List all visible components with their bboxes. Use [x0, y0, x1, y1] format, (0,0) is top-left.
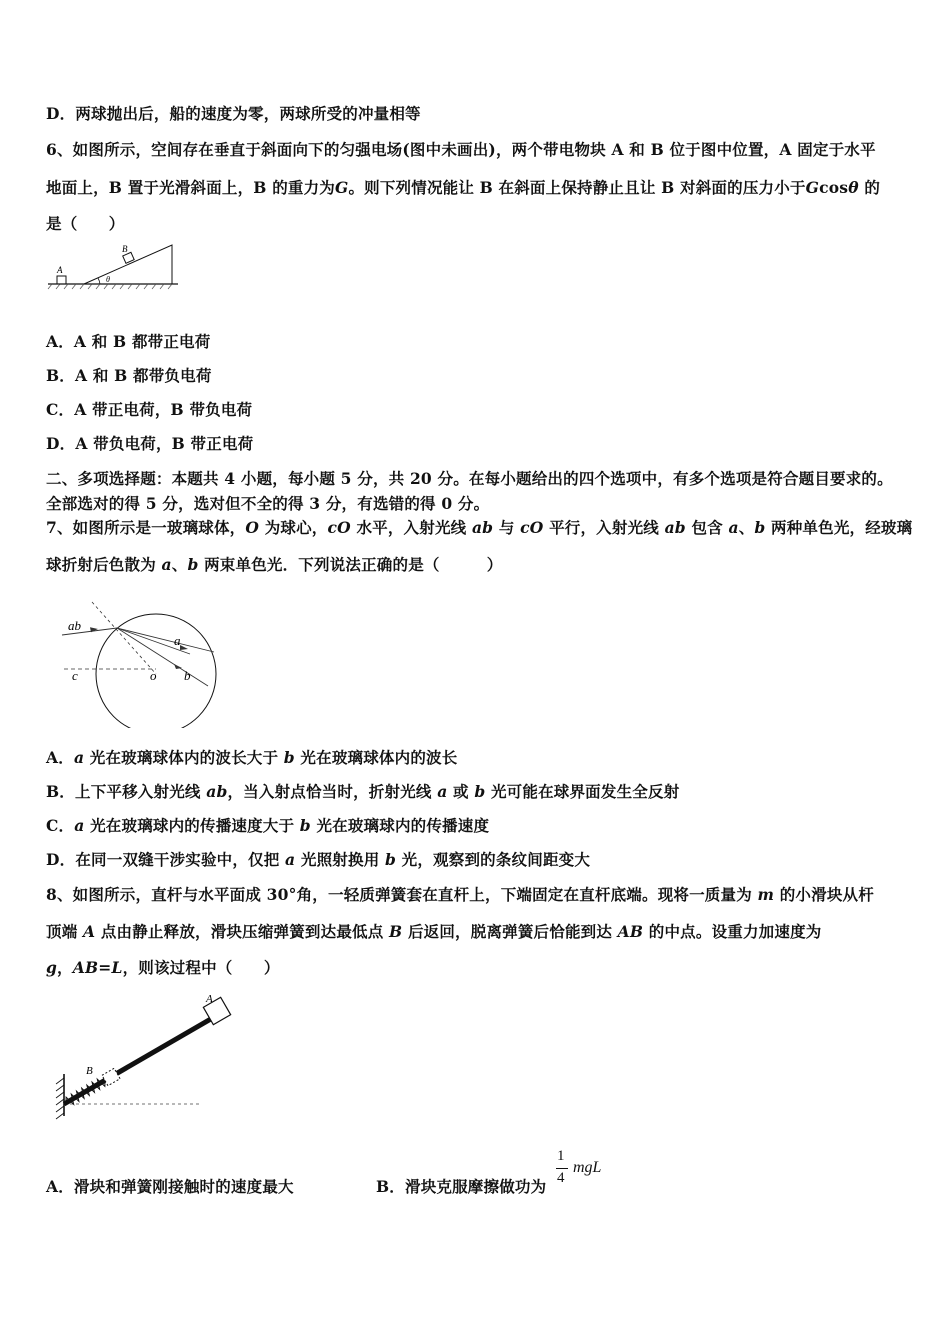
q8-stem-line1: 8、如图所示，直杆与水平面成 30°角，一轻质弹簧套在直杆上，下端固定在直杆底端。现将一质量为 m 的小滑块从杆: [46, 885, 874, 904]
normal-line: [92, 602, 156, 674]
q7-option-d: D．在同一双缝干涉实验中，仅把 a 光照射换用 b 光，观察到的条纹间距变大: [46, 850, 591, 869]
label-o: o: [150, 668, 157, 683]
label-a: A: [57, 265, 63, 275]
q6-stem-line2: 地面上，B 置于光滑斜面上，B 的重力为G。则下列情况能让 B 在斜面上保持静止且让 B 对斜面的压力小于Gcosθ 的: [46, 178, 881, 197]
ray-a: [117, 628, 214, 652]
q6-option-c: C．A 带正电荷，B 带负电荷: [46, 400, 253, 419]
frac-expression: mgL: [573, 1159, 602, 1176]
q6-stem-line3: 是（ ）: [46, 214, 125, 233]
frac-bar: [556, 1168, 568, 1169]
label-c: c: [72, 668, 78, 683]
q7-stem-line2: 球折射后色散为 a、b 两束单色光．下列说法正确的是（ ）: [46, 555, 503, 574]
q6-option-b: B．A 和 B 都带负电荷: [46, 366, 212, 385]
q6-option-d: D．A 带负电荷，B 带正电荷: [46, 434, 254, 453]
label-b: b: [184, 668, 191, 683]
rod: [64, 1016, 216, 1104]
q8-stem-line3: g，AB=L，则该过程中（ ）: [46, 958, 280, 977]
q8-stem-line2: 顶端 A 点由静止释放，滑块压缩弹簧到达最低点 B 后返回，脱离弹簧后恰能到达 AB 的中点。设重力加速度为: [46, 922, 822, 941]
frac-denominator: 4: [557, 1170, 565, 1186]
q7-option-a: A．a 光在玻璃球体内的波长大于 b 光在玻璃球体内的波长: [46, 748, 458, 767]
label-b: B: [122, 244, 128, 254]
frac-numerator: 1: [557, 1148, 565, 1164]
q8-option-b: B．滑块克服摩擦做功为: [376, 1177, 547, 1196]
q8-option-a: A．滑块和弹簧刚接触时的速度最大: [46, 1177, 294, 1196]
section-heading-line1: 二、多项选择题：本题共 4 小题，每小题 5 分，共 20 分。在每小题给出的四个选项中，有多个选项是符合题目要求的。: [46, 469, 893, 488]
q7-option-b: B．上下平移入射光线 ab，当入射点恰当时，折射光线 a 或 b 光可能在球界面发生全反射: [46, 782, 680, 801]
glass-sphere-figure: [60, 598, 230, 728]
q5-option-d: D．两球抛出后，船的速度为零，两球所受的冲量相等: [46, 104, 421, 123]
label-a: A: [206, 993, 213, 1005]
q6-option-a: A．A 和 B 都带正电荷: [46, 332, 211, 351]
q7-option-c: C．a 光在玻璃球内的传播速度大于 b 光在玻璃球内的传播速度: [46, 816, 490, 835]
label-b: B: [86, 1065, 93, 1077]
q7-stem-line1: 7、如图所示是一玻璃球体，O 为球心，cO 水平，入射光线 ab 与 cO 平行，入射光线 ab 包含 a、b 两种单色光，经玻璃: [46, 518, 913, 537]
block-a: [57, 276, 66, 284]
ray-b: [117, 628, 208, 686]
rod-spring-figure: [44, 988, 244, 1128]
q6-stem-line1: 6、如图所示，空间存在垂直于斜面向下的匀强电场(图中未画出)，两个带电物块 A 和 B 位于图中位置，A 固定于水平: [46, 140, 876, 159]
label-a: a: [174, 633, 181, 648]
incline-figure: [44, 238, 184, 298]
label-ab: ab: [68, 618, 81, 633]
label-theta: θ: [106, 275, 110, 284]
section-heading-line2: 全部选对的得 5 分，选对但不全的得 3 分，有选错的得 0 分。: [46, 494, 490, 513]
